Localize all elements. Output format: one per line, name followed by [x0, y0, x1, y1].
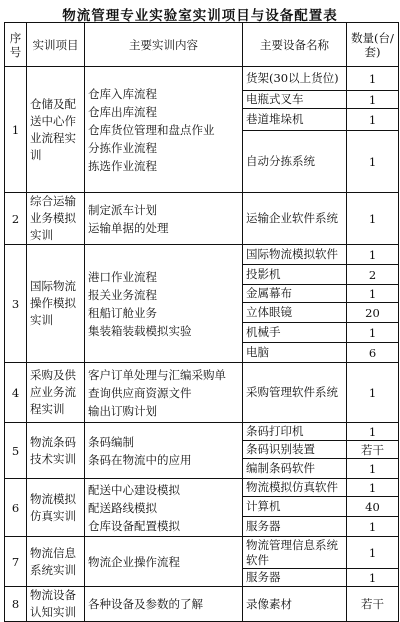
row-project: 物流信息系统实训 [27, 537, 85, 587]
equipment-quantity: 1 [347, 479, 399, 497]
row-contents [85, 479, 243, 537]
equipment-quantity: 1 [347, 285, 399, 303]
content-line: 各种设备及参数的了解 [88, 597, 203, 611]
equipment-name: 国际物流模拟软件 [243, 245, 347, 265]
equipment-name: 服务器 [243, 569, 347, 587]
content-line: 报关业务流程 [88, 287, 157, 302]
header-project: 实训项目 [27, 23, 85, 67]
equipment-name: 物流模拟仿真软件 [243, 479, 347, 497]
content-line: 配送中心建设模拟 [88, 482, 180, 497]
table-row [5, 479, 399, 497]
row-index: 6 [5, 479, 27, 537]
content-line: 运输单据的处理 [88, 220, 169, 235]
equipment-name: 电瓶式叉车 [243, 91, 347, 109]
row-contents [85, 67, 243, 193]
row-index: 2 [5, 193, 27, 245]
equipment-quantity: 1 [347, 193, 399, 245]
equipment-name: 货架(30以上货位) [243, 67, 347, 91]
equipment-name: 条码识别装置 [243, 441, 347, 459]
row-index: 5 [5, 423, 27, 479]
equipment-quantity: 1 [347, 245, 399, 265]
table-row [5, 587, 399, 622]
equipment-quantity: 1 [347, 569, 399, 587]
equipment-quantity: 40 [347, 497, 399, 517]
equipment-quantity: 20 [347, 303, 399, 323]
header-row [5, 23, 399, 67]
table-row [5, 423, 399, 441]
row-contents [85, 363, 243, 423]
content-line: 租船订舱业务 [88, 305, 157, 320]
row-project: 综合运输业务模拟实训 [27, 193, 85, 245]
equipment-quantity: 1 [347, 363, 399, 423]
equipment-quantity: 1 [347, 517, 399, 537]
table-row [5, 67, 399, 91]
row-contents [85, 587, 243, 622]
table-row [5, 363, 399, 423]
equipment-name: 立体眼镜 [243, 303, 347, 323]
content-line: 输出订购计划 [88, 403, 157, 418]
content-line: 条码编制 [88, 434, 134, 449]
equipment-table [4, 22, 399, 622]
equipment-name: 电脑 [243, 343, 347, 363]
equipment-name: 物流管理信息系统软件 [243, 537, 347, 569]
equipment-name: 编制条码软件 [243, 459, 347, 479]
row-index: 1 [5, 67, 27, 193]
equipment-quantity: 2 [347, 265, 399, 285]
row-index: 8 [5, 587, 27, 622]
row-project: 仓储及配送中心作业流程实训 [27, 67, 85, 193]
equipment-name: 运输企业软件系统 [243, 193, 347, 245]
content-line: 拣选作业流程 [88, 158, 157, 173]
content-line: 港口作业流程 [88, 269, 157, 284]
row-project: 物流条码技术实训 [27, 423, 85, 479]
equipment-name: 服务器 [243, 517, 347, 537]
equipment-quantity: 1 [347, 537, 399, 569]
row-index: 4 [5, 363, 27, 423]
row-index: 3 [5, 245, 27, 363]
equipment-quantity: 1 [347, 91, 399, 109]
equipment-name: 投影机 [243, 265, 347, 285]
table-row [5, 193, 399, 245]
row-contents [85, 423, 243, 479]
row-contents [85, 537, 243, 587]
content-line: 配送路线模拟 [88, 500, 157, 515]
equipment-name: 条码打印机 [243, 423, 347, 441]
equipment-name: 机械手 [243, 323, 347, 343]
content-line: 制定派车计划 [88, 202, 157, 217]
content-line: 仓库出库流程 [88, 104, 157, 119]
equipment-quantity: 1 [347, 109, 399, 131]
equipment-name: 录像素材 [243, 587, 347, 622]
equipment-quantity: 1 [347, 459, 399, 479]
row-project: 物流模拟仿真实训 [27, 479, 85, 537]
equipment-name: 计算机 [243, 497, 347, 517]
content-line: 条码在物流中的应用 [88, 452, 192, 467]
content-line: 仓库入库流程 [88, 86, 157, 101]
equipment-quantity: 6 [347, 343, 399, 363]
equipment-name: 自动分拣系统 [243, 131, 347, 193]
content-line: 客户订单处理与汇编采购单 [88, 367, 226, 382]
header-equipment: 主要设备名称 [243, 23, 347, 67]
row-project: 国际物流操作模拟实训 [27, 245, 85, 363]
equipment-name: 采购管理软件系统 [243, 363, 347, 423]
content-line: 仓库设备配置模拟 [88, 518, 180, 533]
content-line: 物流企业操作流程 [88, 554, 180, 569]
equipment-name: 金属幕布 [243, 285, 347, 303]
equipment-quantity: 1 [347, 323, 399, 343]
header-quantity: 数量(台/套) [347, 23, 399, 67]
equipment-name: 巷道堆垛机 [243, 109, 347, 131]
header-content: 主要实训内容 [85, 23, 243, 67]
table-row [5, 537, 399, 569]
row-project: 物流设备认知实训 [27, 587, 85, 622]
table-row [5, 245, 399, 265]
content-line: 查询供应商资源文件 [88, 385, 192, 400]
equipment-quantity: 若干 [347, 587, 399, 622]
table-title: 物流管理专业实验室实训项目与设备配置表 [62, 8, 338, 24]
row-contents [85, 193, 243, 245]
header-index: 序号 [5, 23, 27, 67]
content-line: 仓库货位管理和盘点作业 [88, 122, 215, 137]
equipment-quantity: 1 [347, 423, 399, 441]
equipment-quantity: 1 [347, 67, 399, 91]
row-contents [85, 245, 243, 363]
content-line: 集装箱装载模拟实验 [88, 323, 192, 338]
equipment-quantity: 1 [347, 131, 399, 193]
equipment-quantity: 若干 [347, 441, 399, 459]
row-project: 采购及供应业务流程实训 [27, 363, 85, 423]
content-line: 分拣作业流程 [88, 140, 157, 155]
row-index: 7 [5, 537, 27, 587]
